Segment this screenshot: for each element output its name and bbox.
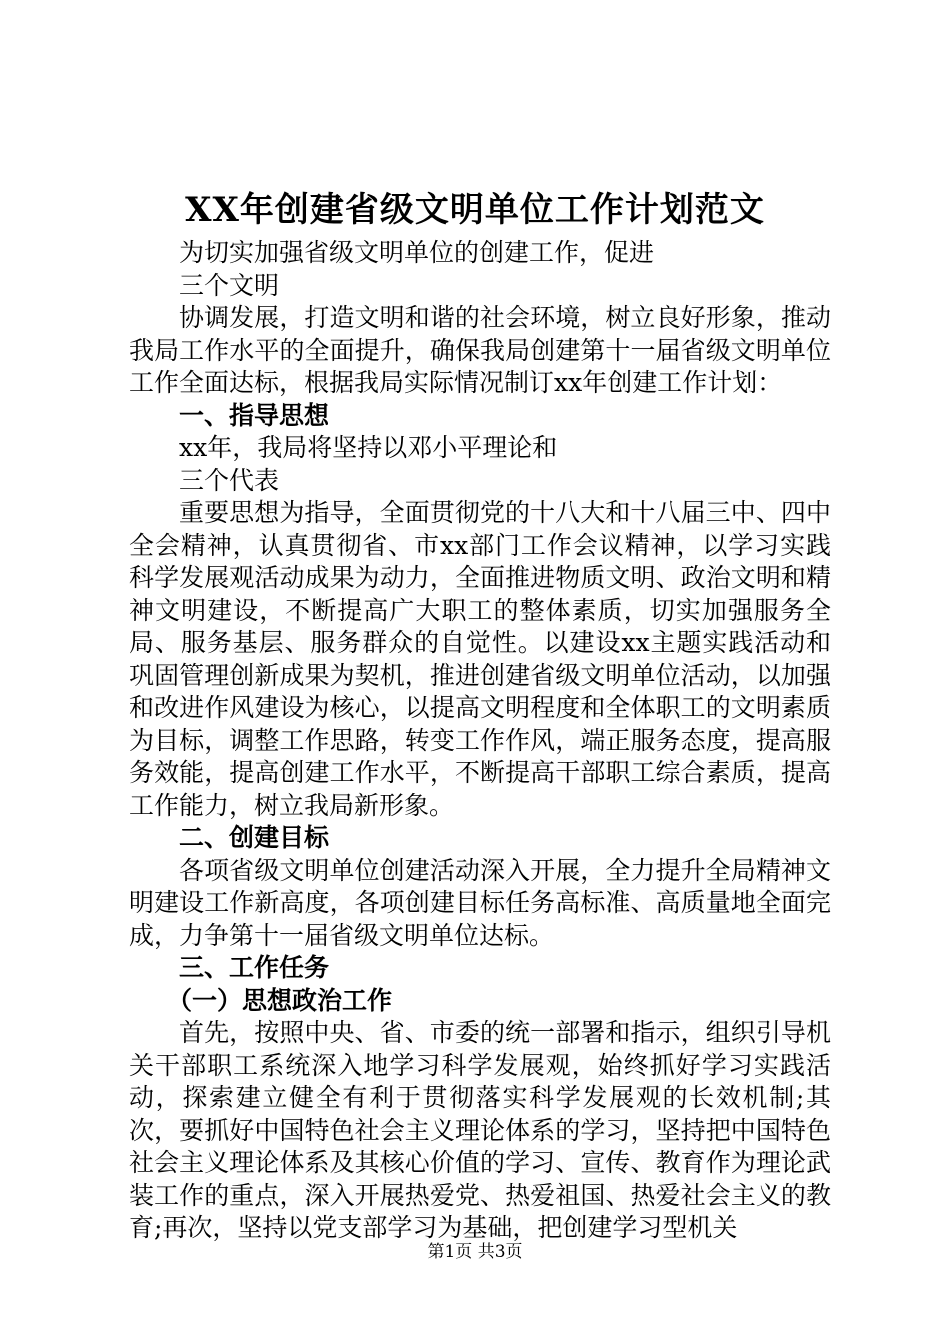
document-title: XX年创建省级文明单位工作计划范文 xyxy=(185,190,765,230)
paragraph-intro-3: 协调发展，打造文明和谐的社会环境，树立良好形象，推动我局工作水平的全面提升，确保我局创建第十一届省级文明单位工作全面达标，根据我局实际情况制订xx年创建工作计划： xyxy=(129,303,831,397)
paragraph-goals: 各项省级文明单位创建活动深入开展，全力提升全局精神文明建设工作新高度，各项创建目标任务高标准、高质量地全面完成，力争第十一届省级文明单位达标。 xyxy=(129,855,831,950)
subsection-heading-political-work: （一）思想政治工作 xyxy=(167,985,393,1015)
paragraph-guiding-3: 重要思想为指导，全面贯彻党的十八大和十八届三中、四中全会精神，认真贯彻省、市xx部门工作会议精神，以学习实践科学发展观活动成果为动力，全面推进物质文明、政治文明和精神文明建设，不断提高广大职工的整体素质，切实加强服务全局、服务基层、服务群众的自觉性。以建设xx主题实践活动和巩固管理创新成果为契机，推进创建省级文明单位活动，以加强和改进作风建设为核心，以提高文明程度和全体职工的文明素质为目标，调整工作思路，转变工作作风，端正服务态度，提高服务效能，提高创建工作水平，不断提高干部职工综合素质，提高工作能力，树立我局新形象。 xyxy=(129,498,831,820)
section-heading-tasks: 三、工作任务 xyxy=(179,953,330,982)
section-heading-guiding-ideology: 一、指导思想 xyxy=(179,400,330,430)
section-heading-goals: 二、创建目标 xyxy=(179,823,330,852)
page-footer: 第1页 共3页 xyxy=(427,1242,523,1262)
paragraph-guiding-2: 三个代表 xyxy=(179,465,280,495)
paragraph-guiding-1: xx年，我局将坚持以邓小平理论和 xyxy=(179,433,558,462)
document-body xyxy=(129,237,831,1245)
paragraph-intro-2: 三个文明 xyxy=(179,270,280,300)
paragraph-intro-1: 为切实加强省级文明单位的创建工作，促进 xyxy=(179,238,655,267)
paragraph-political-work: 首先，按照中央、省、市委的统一部署和指示，组织引导机关干部职工系统深入地学习科学发展观，始终抓好学习实践活动，探索建立健全有利于贯彻落实科学发展观的长效机制;其次，要抓好中国特色社会主义理论体系的学习，坚持把中国特色社会主义理论体系及其核心价值的学习、宣传、教育作为理论武装工作的重点，深入开展热爱党、热爱祖国、热爱社会主义的教育;再次，坚持以党支部学习为基础，把创建学习型机关 xyxy=(129,1018,831,1242)
